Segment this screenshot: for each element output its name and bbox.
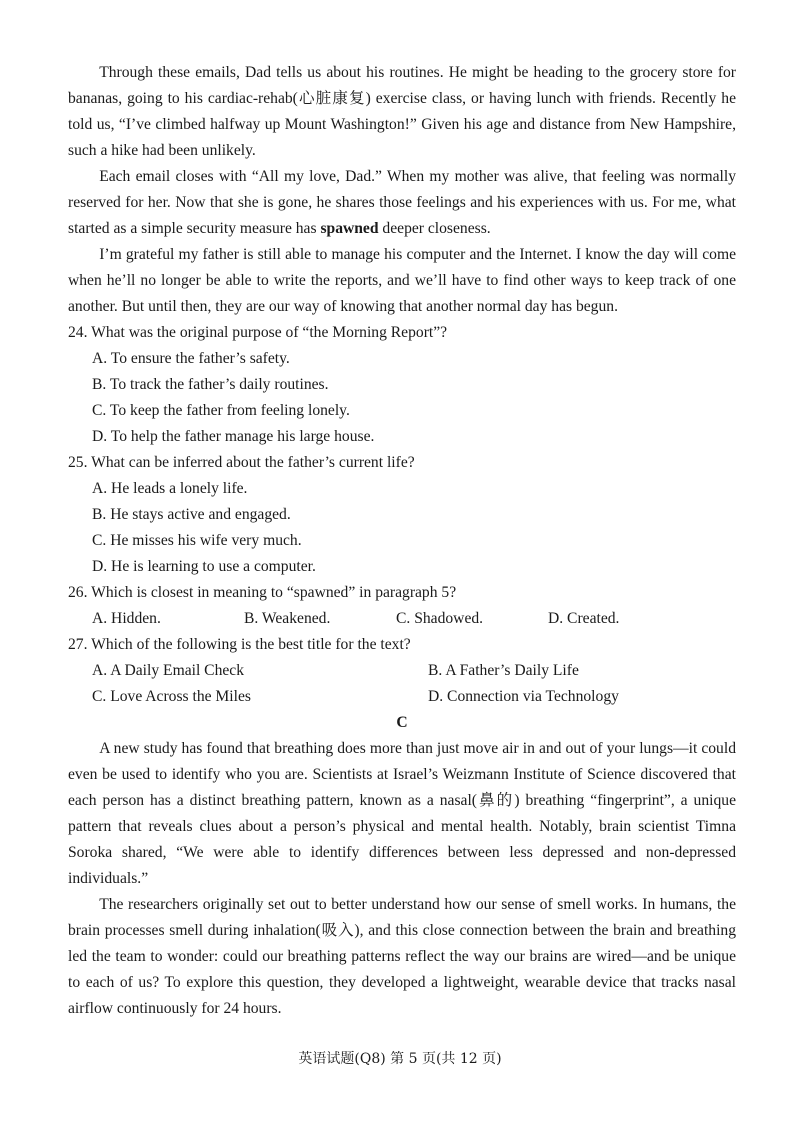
question-27-option-c: C. Love Across the Miles [92, 688, 251, 705]
passage-b-paragraph-5: I’m grateful my father is still able to manage his computer and the Internet. I know the day will come when he’ll no longer be able to write the reports, and we’ll have to find other ways to keep track of one another. But until then, they are our way of knowing that another normal day has begun. [68, 246, 736, 315]
question-25-option-b: B. He stays active and engaged. [92, 506, 291, 523]
question-27 [68, 632, 736, 710]
question-25-stem: 25. What can be inferred about the father’s current life? [68, 454, 415, 471]
question-26-option-c: C. Shadowed. [396, 610, 484, 627]
question-26 [68, 580, 736, 632]
question-26-option-d: D. Created. [548, 610, 620, 627]
question-27-options [68, 658, 736, 710]
question-25-option-c: C. He misses his wife very much. [92, 532, 302, 549]
question-27-option-b: B. A Father’s Daily Life [428, 662, 579, 679]
question-24-option-a: A. To ensure the father’s safety. [92, 350, 290, 367]
question-24-option-c: C. To keep the father from feeling lonely. [92, 402, 350, 419]
question-24-option-d: D. To help the father manage his large house. [92, 428, 375, 445]
question-25-option-d: D. He is learning to use a computer. [92, 558, 316, 575]
question-26-options [68, 606, 736, 632]
question-27-stem: 27. Which of the following is the best title for the text? [68, 636, 411, 653]
passage-b-paragraph-3: Through these emails, Dad tells us about his routines. He might be heading to the grocery store for bananas, going to his cardiac-rehab(心脏康复) exercise class, or having lunch with friends. Recently he told us, “I’ve climbed halfway up Mount Washington!” Given his age and distance from New Hampshire, such a hike had been unlikely. [68, 64, 736, 159]
question-24 [68, 320, 736, 450]
question-27-option-a: A. A Daily Email Check [92, 662, 245, 679]
spawned-word: spawned [320, 220, 379, 237]
passage-b-paragraph-4 [68, 164, 736, 242]
question-24-option-b: B. To track the father’s daily routines. [92, 376, 329, 393]
question-26-stem: 26. Which is closest in meaning to “spawned” in paragraph 5? [68, 584, 457, 601]
question-26-option-a: A. Hidden. [92, 610, 161, 627]
question-25-option-a: A. He leads a lonely life. [92, 480, 248, 497]
p4-text-after: deeper closeness. [378, 220, 491, 237]
question-27-option-d: D. Connection via Technology [428, 688, 619, 705]
passage-c-paragraph-1: A new study has found that breathing does more than just move air in and out of your lungs—it could even be used to identify who you are. Scientists at Israel’s Weizmann Institute of Science discovered that each person has a distinct breathing pattern, known as a nasal(鼻的) breathing “fingerprint”, a unique pattern that reveals clues about a person’s physical and mental health. Notably, brain scientist Timna Soroka shared, “We were able to identify differences between less depressed and non-depressed individuals.” [68, 740, 736, 887]
page-footer: 英语试题(Q8) 第 5 页(共 12 页) [298, 1051, 502, 1067]
question-26-option-b: B. Weakened. [244, 610, 331, 627]
question-25 [68, 450, 736, 580]
question-24-stem: 24. What was the original purpose of “the Morning Report”? [68, 324, 448, 341]
passage-c-paragraph-2: The researchers originally set out to better understand how our sense of smell works. In humans, the brain processes smell during inhalation(吸入), and this close connection between the brain and breathing led the team to wonder: could our breathing patterns reflect the way our brains are wired—and be unique to each of us? To explore this question, they developed a lightweight, wearable device that tracks nasal airflow continuously for 24 hours. [68, 896, 736, 1017]
p4-text-before: Each email closes with “All my love, Dad.” When my mother was alive, that feeling was normally reserved for her. Now that she is gone, he shares those feelings and his experiences with us. For me, what started as a simple security measure has [68, 168, 736, 237]
page-content [68, 60, 736, 1022]
passage-c-title: C [396, 714, 408, 731]
